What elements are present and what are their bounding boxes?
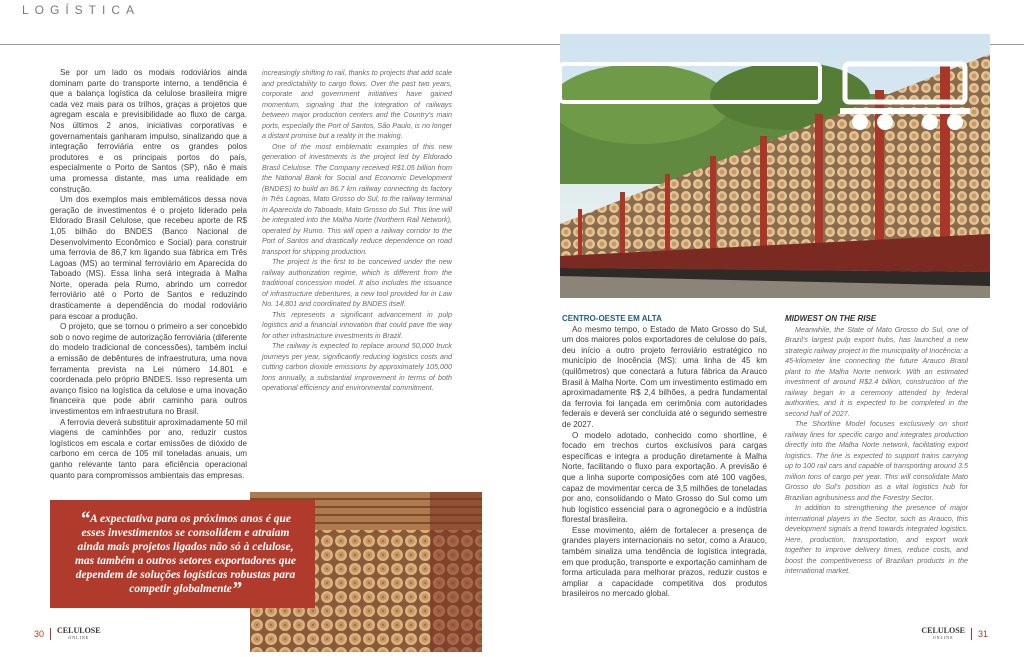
paragraph: The project is the first to be conceived under the new railway authorization regime, which is different from the traditional concession model. It also includes the issuance of infrastructure debentures, a new tool provided for in Law No. 14,801 and coordinated by BNDES itself. bbox=[262, 257, 452, 308]
pull-quote-text: A expectativa para os próximos anos é que esses investimentos se consolidem e atraiam ainda mais projetos ligados não só à celulose, mas também a outros setores exportadores que dependem de soluções logísticas robustas para competir globalmente bbox=[74, 513, 297, 595]
paragraph: This represents a significant advancement in pulp logistics and a financial innovation that could pave the way for other infrastructure investments in Brazil. bbox=[262, 309, 452, 340]
section-heading: MIDWEST ON THE RISE bbox=[785, 314, 877, 323]
celulose-logo: CELULOSE ONLINE bbox=[57, 626, 101, 640]
paragraph: O projeto, que se tornou o primeiro a ser concebido sob o novo regime de autorização ferroviária (diferente do modelo tradicional de concessões), também inclui a emissão de debêntures de infraestrutura, uma nova ferramenta prevista na Lei número 14.801 e coordenada pelo próprio BNDES. Isso representa um avanço físico na logística da celulose e uma inovação financeira que pode abrir caminho para outros investimentos em infraestrutura no Brasil. bbox=[50, 322, 247, 416]
close-quote-icon: ” bbox=[231, 578, 242, 600]
page-number: 31 bbox=[977, 629, 988, 639]
paragraph: In addition to strengthening the presence of major international players in the Sector, such as Arauco, this development signals a trend towards integrated logistics. Here, production, transportation, and export work together to improve delivery times, reduce costs, and boost the competitiveness of Brazilian products in the international market. bbox=[785, 503, 968, 575]
paragraph: Se por um lado os modais rodoviários ainda dominam parte do transporte interno, a tendência é que a balança logística da celulose brasileira migre cada vez mais para os trilhos, graças a projetos que agregam escala e previsibilidade ao fluxo de carga. Nos últimos 2 anos, iniciativas corporativas e governamentais ganharam impulso, sinalizando que a integração ferroviária entre os grandes polos produtores e os principais portos do país, especialmente o Porto de Santos (SP), não é mais uma promessa distante, mas uma realidade em construção. bbox=[50, 68, 247, 194]
paragraph: The railway is expected to replace around 50,000 truck journeys per year, significantly reducing logistics costs and cutting carbon dioxide emissions by approximately 105,000 tons annually, a substantial improvement in terms of both operational efficiency and environmental commitment. bbox=[262, 341, 452, 392]
paragraph: Esse movimento, além de fortalecer a presença de grandes players internacionais no setor, como a Arauco, também sinaliza uma tendência de logística integrada, em que produção, transporte e exportação caminham de forma articulada para melhorar prazos, reduzir custos e ampliar a capacidade competitiva dos produtos brasileiros no mercado global. bbox=[562, 525, 767, 599]
section-heading: CENTRO-OESTE EM ALTA bbox=[562, 314, 662, 323]
right-col-english bbox=[785, 314, 968, 577]
footer-divider bbox=[50, 628, 51, 640]
left-col-english bbox=[262, 68, 452, 394]
page-number: 30 bbox=[34, 629, 45, 639]
left-col-portuguese bbox=[50, 68, 247, 481]
paragraph: O modelo adotado, conhecido como shortline, é focado em trechos curtos exclusivos para cargas específicas e integra a produção diretamente à Malha Norte, facilitando o fluxo para exportação. A previsão é que a linha suporte composições com até 100 vagões, capaz de movimentar cerca de 3,5 milhões de toneladas por ano, consolidando o Mato Grosso do Sul como um hub logístico essencial para o agronegócio e a indústria florestal brasileira. bbox=[562, 430, 767, 525]
paragraph: Ao mesmo tempo, o Estado de Mato Grosso do Sul, um dos maiores polos exportadores de celulose do país, deu início a outro projeto ferroviário estratégico no município de Inocência (MS): uma linha de 45 km (quilômetros) que conectará a futura fábrica da Arauco Brasil à Malha Norte. Com um investimento estimado em aproximadamente R$ 2,4 bilhões, a pedra fundamental da ferrovia foi lançada em cerimônia com autoridades federais e deverá ser concluída até o segundo semestre de 2027. bbox=[562, 324, 767, 429]
celulose-logo: CELULOSE ONLINE bbox=[921, 626, 965, 640]
footer-divider bbox=[971, 628, 972, 640]
section-title: LOGÍSTICA bbox=[22, 3, 141, 17]
paragraph: A ferrovia deverá substituir aproximadamente 50 mil viagens de caminhões por ano, reduzir custos logísticos em escala e cortar emissões de dióxido de carbono em cerca de 105 mil toneladas anuais, um ganho relevante tanto para eficiência operacional quanto para compromissos ambientais das empresas. bbox=[50, 417, 247, 480]
left-footer bbox=[34, 627, 101, 641]
right-footer bbox=[921, 627, 988, 641]
open-quote-icon: “ bbox=[80, 508, 91, 530]
paragraph: Um dos exemplos mais emblemáticos dessa nova geração de investimentos é o projeto liderado pela Eldorado Brasil Celulose, que recebeu aporte de R$ 1,05 bilhão do BNDES (Banco Nacional de Desenvolvimento Econômico e Social) para construir uma ferrovia de 86,7 km ligando sua fábrica em Três Lagoas (MS) ao terminal ferroviário em Aparecida do Taboado (MS). Essa linha será integrada à Malha Norte, operada pela Rumo, abrindo um corredor ferroviário até o Porto de Santos e reduzindo drasticamente a dependência do modal rodoviário para escoar a produção. bbox=[50, 195, 247, 321]
train-photo bbox=[560, 34, 990, 298]
right-col-portuguese bbox=[562, 314, 767, 600]
pull-quote bbox=[50, 500, 315, 608]
paragraph: The Shortline Model focuses exclusively on short railway lines for specific cargo and integrates production directly into the Malha Norte network, facilitating export logistics. The line is expected to support trains carrying up to 100 rail cars and capable of transporting around 3.5 million tons of cargo per year. This will consolidate Mato Grosso do Sul's position as a vital logistics hub for Brazilian agribusiness and the Forestry Sector. bbox=[785, 419, 968, 502]
paragraph: One of the most emblematic examples of this new generation of investments is the project led by Eldorado Brasil Celulose. The Company received R$1.05 billion from the National Bank for Social and Economic Development (BNDES) to build an 86.7 km railway connecting its factory in Três Lagoas, Mato Grosso do Sul, to the railway terminal in Aparecida do Taboado, Mato Grosso do Sul. This line will be integrated into the Malha Norte (Northern Rail Network), operated by Rumo. This will open a railway corridor to the Port of Santos and drastically reduce dependence on road transport for shipping production. bbox=[262, 141, 452, 256]
paragraph: increasingly shifting to rail, thanks to projects that add scale and predictability to cargo flows. Over the past two years, corporate and government initiatives have gained momentum, signaling that the integration of railways between major production centers and the Country's main ports, especially the Port of Santos, São Paulo, is no longer a distant promise but a reality in the making. bbox=[262, 68, 452, 140]
paragraph: Meanwhile, the State of Mato Grosso do Sul, one of Brazil's largest pulp export hubs, has launched a new strategic railway project in the municipality of Inocência: a 45-kilometer line connecting the future Arauco Brasil plant to the Malha Norte network. With an estimated investment of around R$2.4 billion, construction of the railway began in a ceremony attended by federal authorities, and it is expected to be completed in the second half of 2027. bbox=[785, 324, 968, 418]
